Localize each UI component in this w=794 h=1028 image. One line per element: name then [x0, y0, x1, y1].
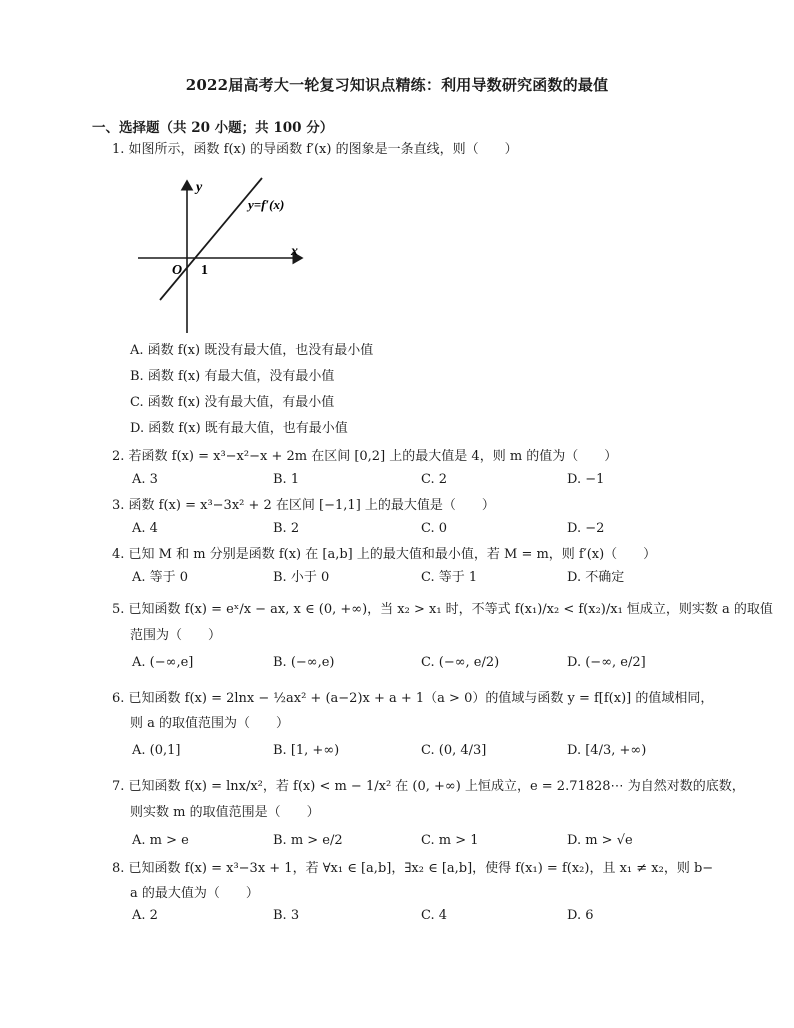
option-a: A. 2: [132, 908, 158, 923]
option-d: D. −2: [567, 521, 605, 536]
option-c: C. 等于 1: [421, 570, 478, 585]
question-1-option-d: D. 函数 f(x) 既有最大值，也有最小值: [130, 421, 348, 436]
option-c: C. 0: [421, 521, 448, 536]
question-3-options: [132, 521, 692, 537]
option-a: A. 3: [132, 472, 158, 487]
question-6-options: [132, 743, 692, 759]
question-8-options: [132, 908, 692, 924]
option-d: D. 6: [567, 908, 594, 923]
question-7-options: [132, 833, 692, 849]
curve-label: y=f′(x): [248, 197, 285, 212]
option-b: B. m > e/2: [273, 833, 343, 848]
option-c: C. m > 1: [421, 833, 479, 848]
question-4-stem: 4. 已知 M 和 m 分别是函数 f(x) 在 [a,b] 上的最大值和最小值，若 M = m，则 f′(x)（ ）: [112, 547, 657, 562]
option-d: D. (−∞, e/2]: [567, 655, 646, 670]
question-2-stem: 2. 若函数 f(x) = x³−x²−x + 2m 在区间 [0,2] 上的最大值是 4，则 m 的值为（ ）: [112, 449, 618, 464]
derivative-line: [160, 178, 262, 300]
option-c: C. (0, 4/3]: [421, 743, 487, 758]
option-b: B. (−∞,e): [273, 655, 335, 670]
question-7-stem-continued: 则实数 m 的取值范围是（ ）: [130, 805, 320, 820]
question-2-options: [132, 472, 692, 488]
option-a: A. 4: [132, 521, 158, 536]
section-heading: 一、选择题（共 20 小题；共 100 分）: [92, 120, 334, 136]
option-d: D. −1: [567, 472, 605, 487]
question-4-options: [132, 570, 692, 586]
question-6-stem: 6. 已知函数 f(x) = 2lnx − ½ax² + (a−2)x + a + 1（a > 0）的值域与函数 y = f[f(x)] 的值域相同，: [112, 691, 714, 706]
question-5-stem: 5. 已知函数 f(x) = eˣ/x − ax, x ∈ (0, +∞)，当 x₂ > x₁ 时，不等式 f(x₁)/x₂ < f(x₂)/x₁ 恒成立，则实数 a 的取值: [112, 602, 773, 617]
y-axis-label: y: [196, 180, 203, 195]
option-b: B. 1: [273, 472, 300, 487]
option-a: A. m > e: [132, 833, 189, 848]
option-b: B. 2: [273, 521, 300, 536]
question-7-stem: 7. 已知函数 f(x) = lnx/x²，若 f(x) < m − 1/x² 在 (0, +∞) 上恒成立，e = 2.71828⋯ 为自然对数的底数，: [112, 779, 745, 794]
tick-label: 1: [201, 263, 208, 278]
x-axis-label: x: [291, 244, 298, 259]
question-5-stem-continued: 范围为（ ）: [130, 628, 222, 643]
question-1-stem: 1. 如图所示，函数 f(x) 的导函数 f′(x) 的图象是一条直线，则（ ）: [112, 142, 518, 157]
option-b: B. 小于 0: [273, 570, 330, 585]
option-a: A. 等于 0: [132, 570, 189, 585]
option-c: C. 4: [421, 908, 448, 923]
option-d: D. [4/3, +∞): [567, 743, 647, 758]
page-title: 2022届高考大一轮复习知识点精练：利用导数研究函数的最值: [185, 76, 609, 94]
option-c: C. (−∞, e/2): [421, 655, 500, 670]
question-8-stem: 8. 已知函数 f(x) = x³−3x + 1，若 ∀x₁ ∈ [a,b]，∃x₂ ∈ [a,b]，使得 f(x₁) = f(x₂)，且 x₁ ≠ x₂，则 b−: [112, 861, 714, 876]
option-b: B. [1, +∞): [273, 743, 340, 758]
option-b: B. 3: [273, 908, 300, 923]
question-8-stem-continued: a 的最大值为（ ）: [130, 886, 259, 901]
option-d: D. 不确定: [567, 570, 625, 585]
option-d: D. m > √e: [567, 833, 633, 848]
origin-label: O: [172, 263, 183, 278]
option-a: A. (−∞,e]: [132, 655, 194, 670]
question-6-stem-continued: 则 a 的取值范围为（ ）: [130, 716, 290, 731]
question-1-option-c: C. 函数 f(x) 没有最大值，有最小值: [130, 395, 335, 410]
question-5-options: [132, 655, 692, 671]
question-1-option-a: A. 函数 f(x) 既没有最大值，也没有最小值: [130, 343, 374, 358]
question-3-stem: 3. 函数 f(x) = x³−3x² + 2 在区间 [−1,1] 上的最大值是（ ）: [112, 498, 495, 513]
option-a: A. (0,1]: [132, 743, 181, 758]
option-c: C. 2: [421, 472, 448, 487]
derivative-graph: [130, 175, 310, 340]
question-1-option-b: B. 函数 f(x) 有最大值，没有最小值: [130, 369, 335, 384]
